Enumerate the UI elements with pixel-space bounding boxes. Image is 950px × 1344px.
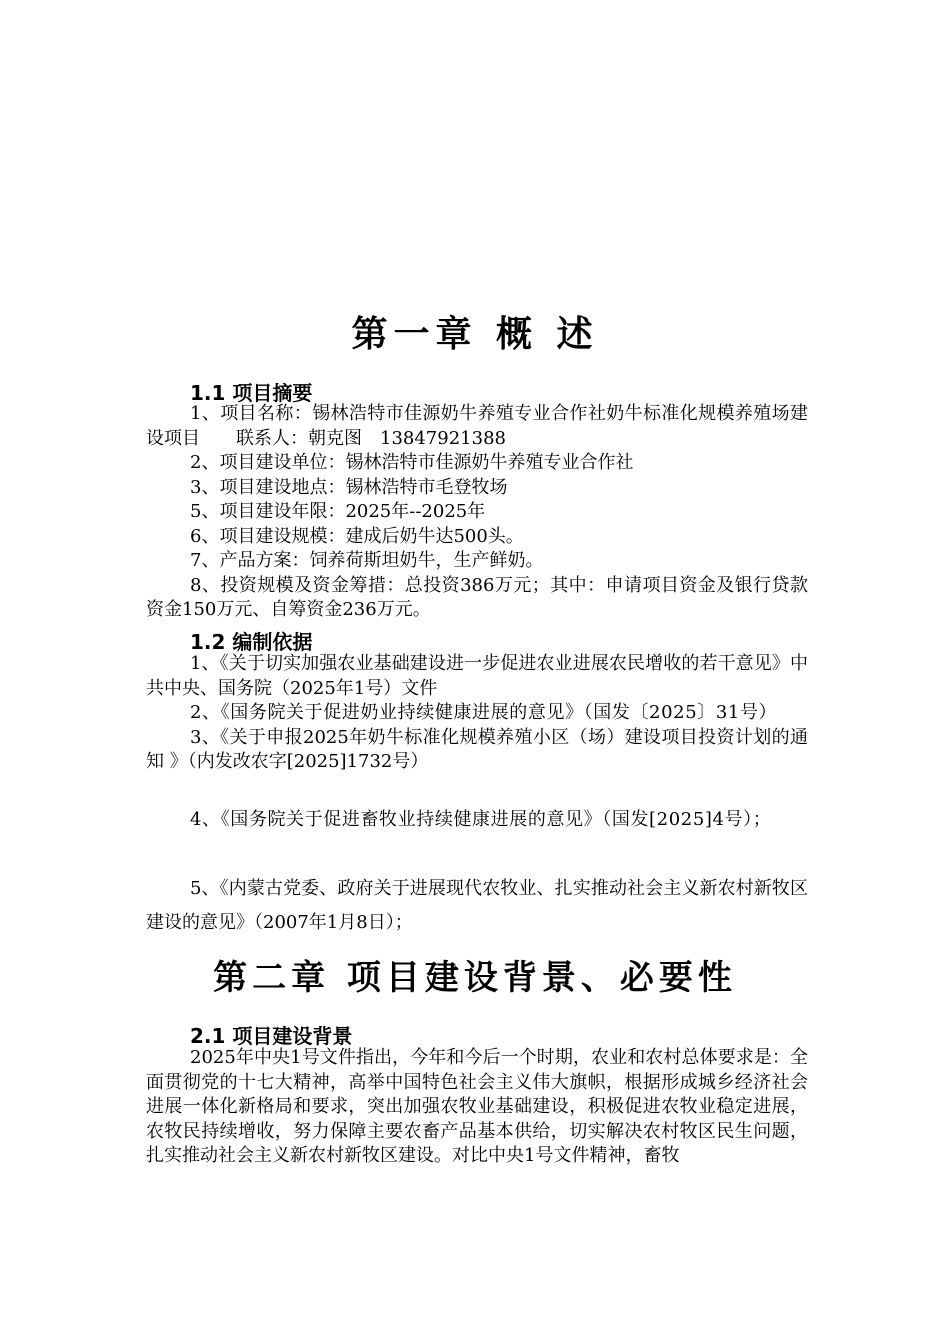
section-2-1-body: [146, 1046, 808, 1169]
basis-item: 5、《内蒙古党委、政府关于进展现代农牧业、扎实推动社会主义新农村新牧区建设的意见》（2007年1月8日）；: [146, 878, 808, 933]
summary-item-location: 3、项目建设地点：锡林浩特市毛登牧场: [190, 476, 508, 498]
summary-item-product: 7、产品方案：饲养荷斯坦奶牛，生产鲜奶。: [190, 550, 544, 571]
summary-item-name: 1、项目名称：锡林浩特市佳源奶牛养殖专业合作社奶牛标准化规模养殖场建设项目 联系人：朝克图 13847921388: [146, 403, 808, 449]
section-1-2-heading: 1.2 编制依据: [190, 630, 313, 654]
section-1-1-body: [146, 402, 808, 623]
summary-item-unit: 2、项目建设单位：锡林浩特市佳源奶牛养殖专业合作社: [190, 452, 634, 473]
section-2-1-heading: 2.1 项目建设背景: [190, 1024, 353, 1048]
chapter-1-title: 第一章 概 述: [351, 314, 599, 355]
chapter-2-title: 第二章 项目建设背景、必要性: [213, 958, 737, 998]
basis-item: 2、《国务院关于促进奶业持续健康进展的意见》（国发〔2025〕31号）: [190, 702, 778, 723]
basis-item: 3、《关于申报2025年奶牛标准化规模养殖小区（场）建设项目投资计划的通知 》（内发改农字[2025]1732号）: [146, 726, 808, 772]
section-1-2-body: [146, 652, 808, 775]
section-1-1-heading: 1.1 项目摘要: [190, 381, 313, 405]
basis-item: 4、《国务院关于促进畜牧业持续健康进展的意见》（国发[2025]4号）；: [190, 809, 772, 830]
section-1-2-body-cont: [146, 799, 808, 841]
summary-item-investment: 8、投资规模及资金筹措：总投资386万元；其中：申请项目资金及银行贷款资金150万元、自筹资金236万元。: [146, 574, 808, 620]
summary-item-period: 5、项目建设年限：2025年--2025年: [190, 501, 486, 522]
section-1-2-body-cont2: [146, 872, 808, 940]
background-paragraph: 2025年中央1号文件指出，今年和今后一个时期，农业和农村总体要求是：全面贯彻党的十七大精神，高举中国特色社会主义伟大旗帜，根据形成城乡经济社会进展一体化新格局和要求，突出加强农牧业基础建设，积极促进农牧业稳定进展，农牧民持续增收，努力保障主要农畜产品基本供给，切实解决农村牧区民生问题，扎实推动社会主义新农村新牧区建设。对比中央1号文件精神，畜牧: [146, 1047, 808, 1166]
summary-item-scale: 6、项目建设规模：建成后奶牛达500头。: [190, 525, 524, 547]
basis-item: 1、《关于切实加强农业基础建设进一步促进农业进展农民增收的若干意见》中共中央、国务院（2025年1号）文件: [146, 653, 808, 699]
